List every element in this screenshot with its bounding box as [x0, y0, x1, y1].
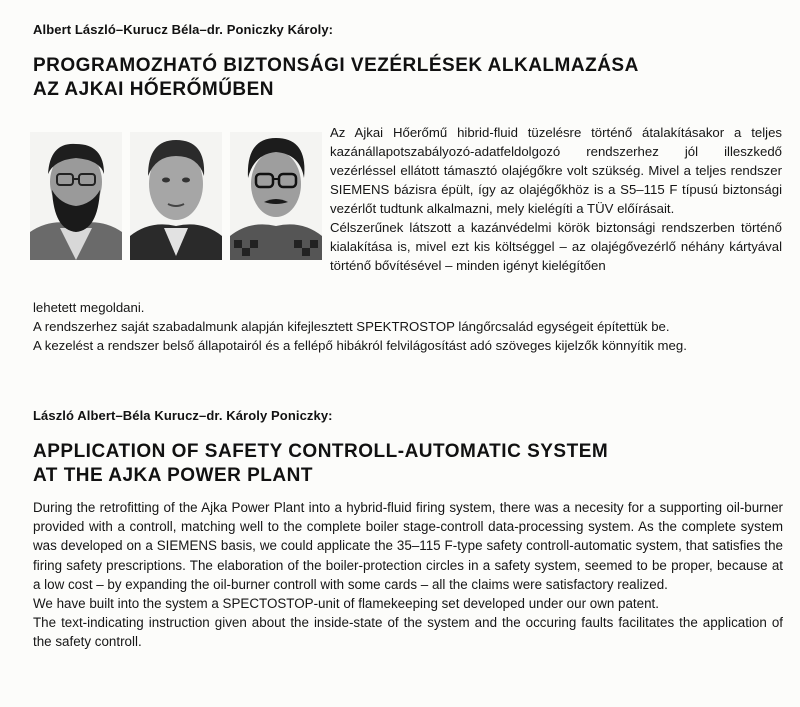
author-portrait-1	[30, 132, 122, 260]
hungarian-title	[33, 54, 639, 102]
hungarian-authors: Albert László–Kurucz Béla–dr. Poniczky Károly:	[33, 22, 334, 37]
hungarian-body-full	[33, 298, 783, 355]
hungarian-title-line-2: AZ AJKAI HŐERŐMŰBEN	[33, 79, 275, 100]
hungarian-paragraph-3: A rendszerhez saját szabadalmunk alapján kifejlesztett SPEKTROSTOP lángőrcsalád egységeit építettük be.	[33, 319, 670, 334]
english-title	[33, 440, 608, 488]
hungarian-paragraph-2: Célszerűnek látszott a kazánvédelmi körök biztonsági rendszerben történő kialakítása is, mivel ezt kis költséggel – az olajégővezérlő néhány kártyával történő bővítésével – minden igényt kielégítően	[330, 220, 782, 273]
hungarian-title-line-1: PROGRAMOZHATÓ BIZTONSÁGI VEZÉRLÉSEK ALKALMAZÁSA	[33, 55, 639, 76]
english-body	[33, 498, 783, 652]
author-portrait-2	[130, 132, 222, 260]
english-paragraph-3: The text-indicating instruction given about the inside-state of the system and the occuring faults facilitates the application of the safety controll.	[33, 615, 783, 650]
hungarian-body-right	[330, 123, 782, 275]
hungarian-paragraph-4: A kezelést a rendszer belső állapotairól és a fellépő hibákról felvilágosítást adó szöveges kijelzők könnyítik meg.	[33, 338, 687, 353]
portrait-image-3	[230, 132, 322, 260]
author-photos	[30, 132, 320, 260]
author-portrait-3	[230, 132, 322, 260]
hungarian-paragraph-2-end: lehetett megoldani.	[33, 300, 145, 315]
portrait-image-1	[30, 132, 122, 260]
english-title-line-2: AT THE AJKA POWER PLANT	[33, 465, 313, 486]
english-paragraph-2: We have built into the system a SPECTOSTOP-unit of flamekeeping set developed under our own patent.	[33, 596, 659, 612]
english-authors: László Albert–Béla Kurucz–dr. Károly Poniczky:	[33, 408, 333, 423]
hungarian-paragraph-1: Az Ajkai Hőerőmű hibrid-fluid tüzelésre történő átalakításakor a teljes kazánállapotszabályozó-adatfeldolgozó rendszerhez jól illeszkedő vezérléssel ellátott támasztó olajégőkre volt szükség. Mivel a teljes rendszer SIEMENS bázisra épült, így az olajégőkhöz is a S5–115 F típusú biztonsági vezérlőt tudtunk alkalmazni, mely kielégíti a TÜV előírásait.	[330, 125, 782, 216]
english-title-line-1: APPLICATION OF SAFETY CONTROLL-AUTOMATIC SYSTEM	[33, 441, 609, 462]
english-paragraph-1: During the retrofitting of the Ajka Power Plant into a hybrid-fluid firing system, there was a necesity for a supporting oil-burner provided with a controll, matching well to the complete boiler stage-controll data-processing system. As the complete system was developed on a SIEMENS basis, we could applicate the 35–115 F-type safety controll-automatic system, that satisfies the firing safety prescriptions. The elaboration of the boiler-protection circles in a safety system, seemed to be proper, because at a low cost – by expanding the oil-burner controll with some cards – all the claims were satisfactory realized.	[33, 500, 783, 592]
portrait-image-2	[130, 132, 222, 260]
